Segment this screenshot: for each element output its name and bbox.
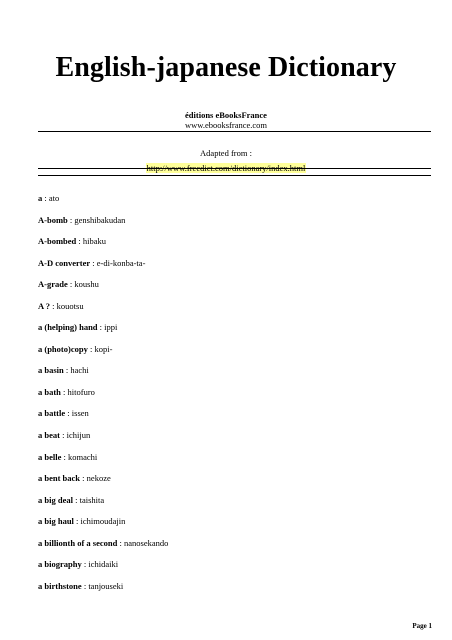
entry-separator: :	[73, 516, 81, 527]
entry-term: a basin	[38, 365, 64, 376]
document-title: English-japanese Dictionary	[55, 52, 397, 83]
entry-term: a biography	[38, 559, 82, 570]
entry-term: A-bombed	[38, 236, 77, 247]
entry-translation: issen	[71, 408, 89, 419]
entry-separator: :	[59, 430, 67, 441]
dictionary-entry-list	[38, 193, 428, 602]
entry-translation: ato	[48, 193, 60, 203]
dictionary-entry	[38, 279, 428, 301]
publisher-name: éditions eBooksFrance	[185, 110, 267, 120]
entry-separator: :	[80, 473, 87, 484]
page-number: Page 1	[412, 622, 432, 630]
dictionary-entry	[38, 258, 428, 280]
entry-term: a big haul	[38, 516, 74, 527]
dictionary-entry	[38, 215, 428, 237]
dictionary-entry	[38, 516, 428, 538]
dictionary-entry	[38, 559, 428, 581]
entry-separator: :	[61, 451, 68, 462]
dictionary-entry	[38, 387, 428, 409]
entry-translation: kouotsu	[56, 300, 84, 311]
entry-term: a (photo)copy	[38, 343, 88, 354]
header-divider	[38, 131, 431, 132]
source-divider-bottom	[38, 175, 431, 176]
source-link-container	[0, 158, 452, 176]
entry-translation: tanjouseki	[88, 580, 124, 591]
entry-translation: kopi-	[94, 343, 113, 354]
entry-term: a belle	[38, 451, 62, 462]
entry-translation: genshibakudan	[74, 214, 126, 225]
entry-translation: ippi	[104, 322, 118, 333]
entry-translation: ichijun	[66, 430, 91, 441]
entry-separator: :	[97, 322, 105, 333]
source-divider-top	[38, 168, 431, 169]
dictionary-entry	[38, 236, 428, 258]
source-link[interactable]: http://www.freedict.com/dictionary/index.html	[146, 163, 306, 173]
entry-translation: ichimoudajin	[80, 516, 126, 527]
entry-term: A-grade	[38, 279, 68, 290]
entry-translation: hachi	[70, 365, 89, 376]
entry-separator: :	[81, 559, 89, 570]
entry-translation: hitofuro	[67, 386, 95, 397]
dictionary-entry	[38, 193, 428, 215]
entry-term: a billionth of a second	[38, 537, 118, 548]
entry-separator: :	[42, 193, 49, 203]
entry-translation: nekoze	[86, 473, 111, 484]
dictionary-entry	[38, 581, 428, 603]
dictionary-entry	[38, 322, 428, 344]
entry-term: A-bomb	[38, 214, 68, 225]
entry-term: a bath	[38, 386, 61, 397]
entry-separator: :	[117, 537, 124, 548]
entry-term: a	[38, 193, 43, 203]
entry-translation: ichidaiki	[88, 559, 119, 570]
dictionary-entry	[38, 344, 428, 366]
entry-separator: :	[67, 279, 75, 290]
entry-separator: :	[72, 494, 80, 505]
entry-term: A ?	[38, 300, 51, 311]
entry-separator: :	[87, 343, 95, 354]
entry-translation: hibaku	[82, 236, 107, 247]
entry-separator: :	[81, 580, 89, 591]
entry-term: a birthstone	[38, 580, 82, 591]
entry-term: a bent back	[38, 473, 81, 484]
dictionary-entry	[38, 301, 428, 323]
entry-translation: komachi	[68, 451, 98, 462]
publisher-website: www.ebooksfrance.com	[184, 120, 268, 130]
entry-term: a (helping) hand	[38, 322, 98, 333]
entry-term: a big deal	[38, 494, 73, 505]
dictionary-entry	[38, 408, 428, 430]
entry-separator: :	[76, 236, 83, 247]
entry-separator: :	[67, 214, 75, 225]
dictionary-entry	[38, 452, 428, 474]
dictionary-entry	[38, 473, 428, 495]
entry-term: A-D converter	[38, 257, 91, 268]
entry-separator: :	[60, 386, 68, 397]
entry-translation: koushu	[74, 279, 99, 290]
entry-separator: :	[63, 365, 71, 376]
dictionary-entry	[38, 538, 428, 560]
entry-translation: nanosekando	[123, 537, 169, 548]
entry-term: a battle	[38, 408, 66, 419]
entry-translation: e-di-konba-ta-	[96, 257, 146, 268]
adapted-from-label: Adapted from :	[200, 148, 252, 158]
entry-separator: :	[90, 257, 97, 268]
entry-translation: taishita	[79, 494, 105, 505]
dictionary-entry	[38, 495, 428, 517]
dictionary-entry	[38, 430, 428, 452]
entry-separator: :	[50, 300, 57, 311]
entry-term: a beat	[38, 430, 60, 441]
entry-separator: :	[65, 408, 72, 419]
dictionary-entry	[38, 365, 428, 387]
